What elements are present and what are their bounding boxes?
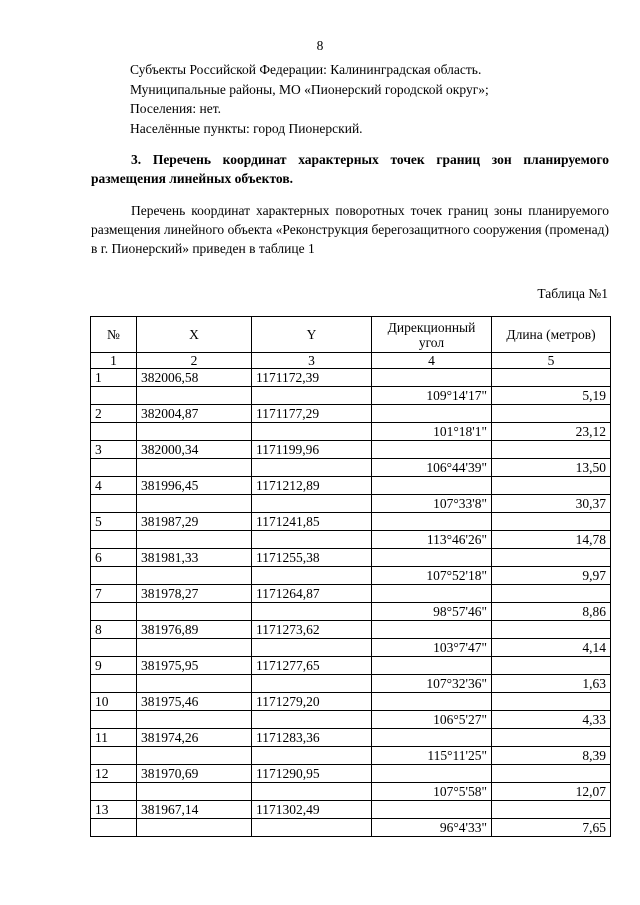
point-number-cell <box>91 387 137 405</box>
table-row <box>91 675 611 693</box>
length-cell: 14,78 <box>492 531 611 549</box>
direction-angle-cell <box>372 765 492 783</box>
direction-angle-cell: 115°11'25" <box>372 747 492 765</box>
table-row <box>91 801 611 819</box>
x-coordinate-cell <box>137 711 252 729</box>
point-number-cell <box>91 711 137 729</box>
x-coordinate-cell <box>137 747 252 765</box>
direction-angle-cell <box>372 585 492 603</box>
x-coordinate-cell: 381987,29 <box>137 513 252 531</box>
y-coordinate-cell <box>252 387 372 405</box>
header-number: № <box>91 317 137 353</box>
point-number-cell <box>91 819 137 837</box>
x-coordinate-cell: 381967,14 <box>137 801 252 819</box>
length-cell: 5,19 <box>492 387 611 405</box>
length-cell <box>492 477 611 495</box>
table-row <box>91 423 611 441</box>
y-coordinate-cell <box>252 423 372 441</box>
direction-angle-cell: 106°5'27" <box>372 711 492 729</box>
length-cell: 4,14 <box>492 639 611 657</box>
length-cell: 9,97 <box>492 567 611 585</box>
x-coordinate-cell <box>137 387 252 405</box>
point-number-cell: 12 <box>91 765 137 783</box>
section-heading: 3. Перечень координат характерных точек границ зон планируемого размещения линейных объектов. <box>91 152 609 186</box>
header-y: Y <box>252 317 372 353</box>
length-cell <box>492 405 611 423</box>
length-cell <box>492 801 611 819</box>
y-coordinate-cell: 1171255,38 <box>252 549 372 567</box>
length-cell <box>492 621 611 639</box>
subjects-line: Поселения: нет. <box>130 101 221 116</box>
y-coordinate-cell <box>252 459 372 477</box>
direction-angle-cell: 107°5'58" <box>372 783 492 801</box>
x-coordinate-cell <box>137 459 252 477</box>
x-coordinate-cell <box>137 603 252 621</box>
table-row <box>91 657 611 675</box>
table-body <box>91 369 611 837</box>
point-number-cell: 13 <box>91 801 137 819</box>
point-number-cell <box>91 567 137 585</box>
x-coordinate-cell <box>137 495 252 513</box>
index-cell: 2 <box>137 353 252 369</box>
direction-angle-cell <box>372 657 492 675</box>
x-coordinate-cell: 381978,27 <box>137 585 252 603</box>
table-row <box>91 765 611 783</box>
table-row <box>91 405 611 423</box>
table-row <box>91 387 611 405</box>
direction-angle-cell <box>372 729 492 747</box>
index-cell: 3 <box>252 353 372 369</box>
y-coordinate-cell <box>252 531 372 549</box>
length-cell <box>492 729 611 747</box>
y-coordinate-cell: 1171177,29 <box>252 405 372 423</box>
table-row <box>91 729 611 747</box>
y-coordinate-cell: 1171277,65 <box>252 657 372 675</box>
y-coordinate-cell <box>252 495 372 513</box>
y-coordinate-cell: 1171264,87 <box>252 585 372 603</box>
point-number-cell: 4 <box>91 477 137 495</box>
x-coordinate-cell <box>137 531 252 549</box>
point-number-cell <box>91 675 137 693</box>
subjects-block <box>130 60 600 138</box>
length-cell <box>492 765 611 783</box>
y-coordinate-cell: 1171290,95 <box>252 765 372 783</box>
table-row <box>91 567 611 585</box>
y-coordinate-cell: 1171302,49 <box>252 801 372 819</box>
point-number-cell <box>91 531 137 549</box>
point-number-cell: 3 <box>91 441 137 459</box>
table-row <box>91 603 611 621</box>
subjects-line: Муниципальные районы, МО «Пионерский городской округ»; <box>130 81 489 97</box>
table-caption: Таблица №1 <box>537 286 608 301</box>
table-index-row <box>91 353 611 369</box>
length-cell <box>492 513 611 531</box>
point-number-cell <box>91 423 137 441</box>
y-coordinate-cell: 1171283,36 <box>252 729 372 747</box>
point-number-cell: 10 <box>91 693 137 711</box>
direction-angle-cell: 106°44'39" <box>372 459 492 477</box>
x-coordinate-cell <box>137 783 252 801</box>
x-coordinate-cell <box>137 423 252 441</box>
direction-angle-cell <box>372 477 492 495</box>
x-coordinate-cell: 382000,34 <box>137 441 252 459</box>
subjects-line: Субъекты Российской Федерации: Калининградская область. <box>130 62 482 77</box>
table-row <box>91 549 611 567</box>
index-cell: 1 <box>91 353 137 369</box>
direction-angle-cell: 107°52'18" <box>372 567 492 585</box>
x-coordinate-cell <box>137 675 252 693</box>
direction-angle-cell: 101°18'1" <box>372 423 492 441</box>
table-row <box>91 459 611 477</box>
point-number-cell <box>91 603 137 621</box>
direction-angle-cell <box>372 513 492 531</box>
direction-angle-cell <box>372 441 492 459</box>
x-coordinate-cell: 381975,46 <box>137 693 252 711</box>
direction-angle-cell: 98°57'46" <box>372 603 492 621</box>
table-row <box>91 585 611 603</box>
table-row <box>91 369 611 387</box>
index-cell: 5 <box>492 353 611 369</box>
table-row <box>91 747 611 765</box>
y-coordinate-cell <box>252 603 372 621</box>
direction-angle-cell: 109°14'17" <box>372 387 492 405</box>
header-length: Длина (метров) <box>492 317 611 353</box>
y-coordinate-cell <box>252 711 372 729</box>
subjects-line: Населённые пункты: город Пионерский. <box>130 120 363 136</box>
x-coordinate-cell <box>137 819 252 837</box>
y-coordinate-cell: 1171241,85 <box>252 513 372 531</box>
x-coordinate-cell <box>137 639 252 657</box>
coordinates-table <box>90 316 611 837</box>
direction-angle-cell: 103°7'47" <box>372 639 492 657</box>
header-angle: Дирекционный угол <box>372 317 492 353</box>
y-coordinate-cell: 1171199,96 <box>252 441 372 459</box>
x-coordinate-cell <box>137 567 252 585</box>
length-cell <box>492 549 611 567</box>
y-coordinate-cell: 1171212,89 <box>252 477 372 495</box>
length-cell: 23,12 <box>492 423 611 441</box>
point-number-cell: 7 <box>91 585 137 603</box>
x-coordinate-cell: 381975,95 <box>137 657 252 675</box>
length-cell <box>492 657 611 675</box>
length-cell: 8,39 <box>492 747 611 765</box>
point-number-cell: 2 <box>91 405 137 423</box>
length-cell: 7,65 <box>492 819 611 837</box>
point-number-cell: 11 <box>91 729 137 747</box>
direction-angle-cell <box>372 549 492 567</box>
x-coordinate-cell: 381981,33 <box>137 549 252 567</box>
point-number-cell <box>91 495 137 513</box>
table-row <box>91 621 611 639</box>
y-coordinate-cell <box>252 783 372 801</box>
y-coordinate-cell <box>252 567 372 585</box>
direction-angle-cell <box>372 405 492 423</box>
length-cell: 12,07 <box>492 783 611 801</box>
point-number-cell <box>91 459 137 477</box>
length-cell: 13,50 <box>492 459 611 477</box>
direction-angle-cell <box>372 369 492 387</box>
table-row <box>91 819 611 837</box>
direction-angle-cell: 107°33'8" <box>372 495 492 513</box>
x-coordinate-cell: 381974,26 <box>137 729 252 747</box>
x-coordinate-cell: 382006,58 <box>137 369 252 387</box>
intro-paragraph: Перечень координат характерных поворотных точек границ зоны планируемого размещения линейного объекта «Реконструкция берегозащитного сооружения (променад) в г. Пионерский» приведен в таблице 1 <box>91 203 609 256</box>
table-row <box>91 513 611 531</box>
point-number-cell <box>91 639 137 657</box>
length-cell: 4,33 <box>492 711 611 729</box>
x-coordinate-cell: 381970,69 <box>137 765 252 783</box>
length-cell: 30,37 <box>492 495 611 513</box>
length-cell <box>492 441 611 459</box>
length-cell <box>492 369 611 387</box>
header-x: X <box>137 317 252 353</box>
direction-angle-cell <box>372 801 492 819</box>
table-row <box>91 477 611 495</box>
point-number-cell <box>91 747 137 765</box>
y-coordinate-cell <box>252 639 372 657</box>
direction-angle-cell <box>372 621 492 639</box>
direction-angle-cell <box>372 693 492 711</box>
y-coordinate-cell: 1171172,39 <box>252 369 372 387</box>
y-coordinate-cell <box>252 819 372 837</box>
direction-angle-cell: 113°46'26" <box>372 531 492 549</box>
y-coordinate-cell: 1171273,62 <box>252 621 372 639</box>
direction-angle-cell: 96°4'33" <box>372 819 492 837</box>
point-number-cell: 6 <box>91 549 137 567</box>
x-coordinate-cell: 382004,87 <box>137 405 252 423</box>
point-number-cell <box>91 783 137 801</box>
table-row <box>91 639 611 657</box>
table-row <box>91 531 611 549</box>
direction-angle-cell: 107°32'36" <box>372 675 492 693</box>
table-row <box>91 441 611 459</box>
index-cell: 4 <box>372 353 492 369</box>
table-row <box>91 495 611 513</box>
y-coordinate-cell: 1171279,20 <box>252 693 372 711</box>
table-row <box>91 711 611 729</box>
x-coordinate-cell: 381976,89 <box>137 621 252 639</box>
table-header-row <box>91 317 611 353</box>
length-cell <box>492 693 611 711</box>
length-cell <box>492 585 611 603</box>
y-coordinate-cell <box>252 747 372 765</box>
x-coordinate-cell: 381996,45 <box>137 477 252 495</box>
y-coordinate-cell <box>252 675 372 693</box>
point-number-cell: 8 <box>91 621 137 639</box>
point-number-cell: 5 <box>91 513 137 531</box>
length-cell: 8,86 <box>492 603 611 621</box>
table-row <box>91 783 611 801</box>
page-number: 8 <box>316 38 324 53</box>
length-cell: 1,63 <box>492 675 611 693</box>
point-number-cell: 1 <box>91 369 137 387</box>
point-number-cell: 9 <box>91 657 137 675</box>
table-row <box>91 693 611 711</box>
